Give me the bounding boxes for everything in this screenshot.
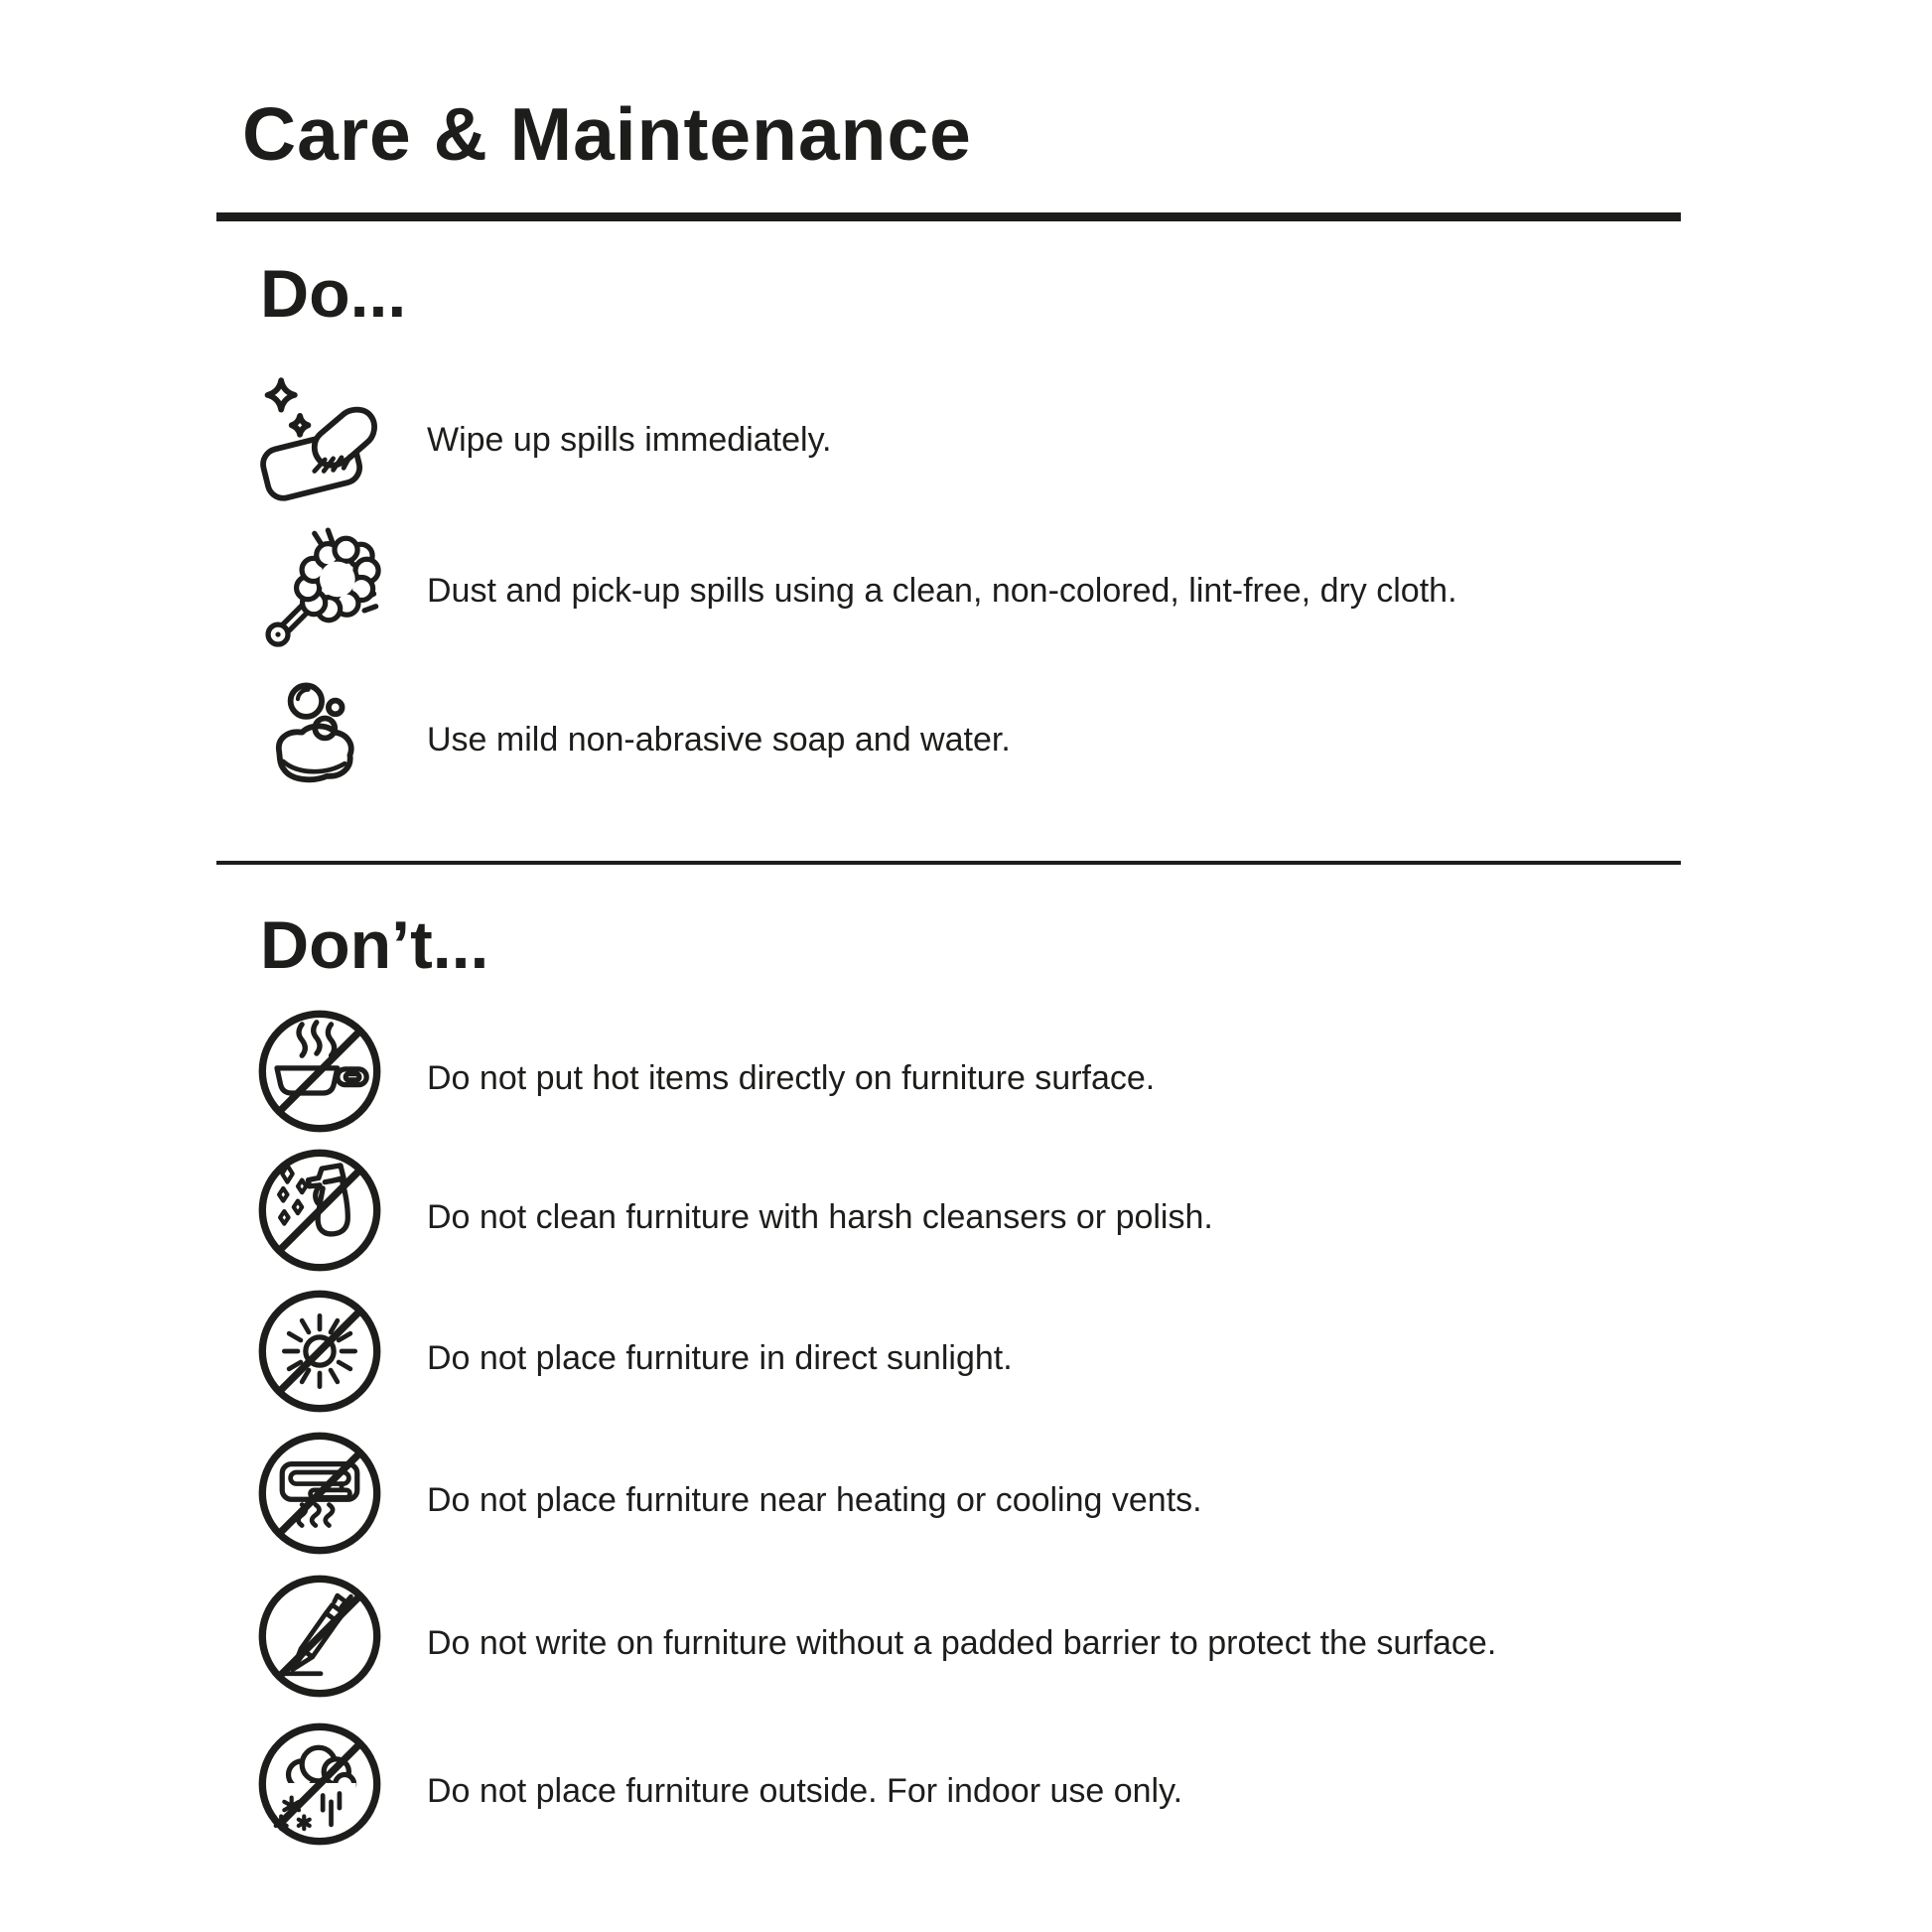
title-divider — [216, 212, 1681, 221]
dont-section-heading: Don’t... — [260, 907, 489, 983]
no-writing-icon — [256, 1573, 383, 1700]
dont-item-outdoor-use — [256, 1721, 1182, 1848]
dont-item-text: Do not place furniture near heating or cooling vents. — [427, 1480, 1202, 1519]
dont-item-hot-items — [256, 1008, 1155, 1135]
dont-item-text: Do not put hot items directly on furniture surface. — [427, 1058, 1156, 1097]
wipe-spills-icon — [256, 376, 383, 503]
dont-item-text: Do not place furniture in direct sunlight. — [427, 1338, 1013, 1377]
no-harsh-cleansers-icon — [256, 1147, 383, 1274]
dont-item-text: Do not clean furniture with harsh cleansers or polish. — [427, 1197, 1213, 1236]
dont-item-text: Do not place furniture outside. For indoor use only. — [427, 1771, 1183, 1810]
dont-item-text: Do not write on furniture without a padded barrier to protect the surface. — [427, 1623, 1497, 1662]
no-heating-vents-icon — [256, 1430, 383, 1557]
dont-item-direct-sunlight — [256, 1288, 1013, 1415]
no-outdoor-use-icon — [256, 1721, 383, 1848]
page-title: Care & Maintenance — [242, 92, 972, 176]
do-item-wipe-spills — [256, 376, 832, 503]
do-item-mild-soap — [256, 676, 1011, 803]
dont-item-heating-vents — [256, 1430, 1202, 1557]
dont-item-writing — [256, 1573, 1496, 1700]
do-item-dusting — [256, 527, 1457, 654]
dont-item-harsh-cleansers — [256, 1147, 1213, 1274]
no-hot-items-icon — [256, 1008, 383, 1135]
do-item-text: Dust and pick-up spills using a clean, non-colored, lint-free, dry cloth. — [427, 571, 1457, 610]
section-divider — [216, 861, 1681, 865]
no-direct-sunlight-icon — [256, 1288, 383, 1415]
soap-icon — [256, 676, 383, 803]
duster-icon — [256, 527, 383, 654]
do-item-text: Wipe up spills immediately. — [427, 420, 832, 459]
do-section-heading: Do... — [260, 256, 407, 332]
do-item-text: Use mild non-abrasive soap and water. — [427, 720, 1011, 759]
